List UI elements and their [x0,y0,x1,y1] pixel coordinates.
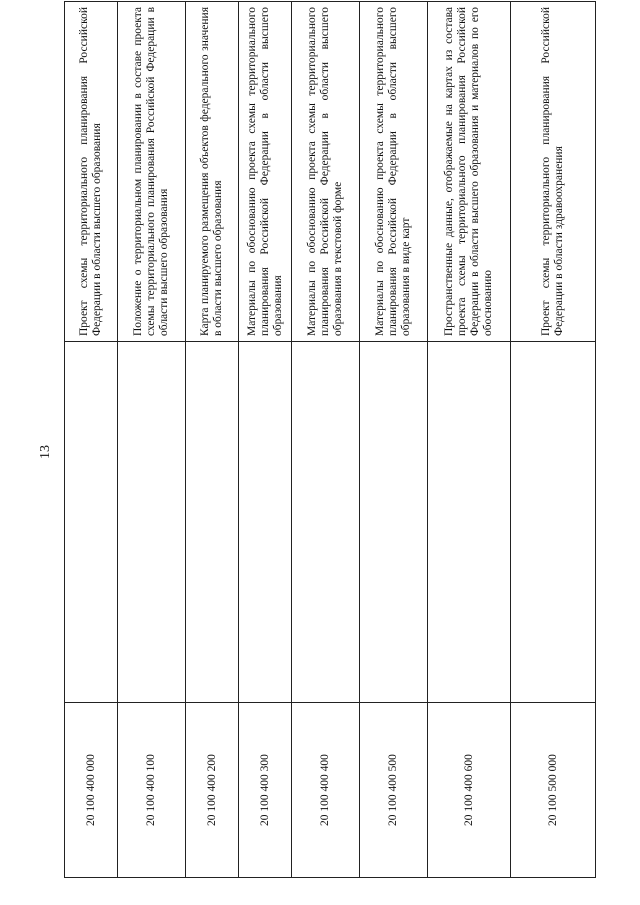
page-number: 13 [38,445,53,459]
empty-cell [186,342,239,703]
row-code: 20 100 500 000 [511,703,596,878]
row-code: 20 100 400 000 [65,703,118,878]
row-code: 20 100 400 400 [292,703,360,878]
row-description: Материалы по обоснованию проекта схемы территориального планирования Российской Федерации в области высшего образования [239,2,292,342]
classifier-table [64,1,596,878]
table-row [118,2,186,878]
empty-cell [239,342,292,703]
table-row [428,2,511,878]
rotated-table-wrapper [64,7,595,878]
table-row [511,2,596,878]
empty-cell [511,342,596,703]
row-code: 20 100 400 100 [118,703,186,878]
row-description: Положение о территориальном планировании в составе проекта схемы территориального планирования Российской Федерации в области высшего образования [118,2,186,342]
row-code: 20 100 400 300 [239,703,292,878]
table-row [360,2,428,878]
empty-cell [65,342,118,703]
row-description: Материалы по обоснованию проекта схемы территориального планирования Российской Федерации в области высшего образования в виде карт [360,2,428,342]
row-code: 20 100 400 200 [186,703,239,878]
empty-cell [360,342,428,703]
empty-cell [428,342,511,703]
table-row [65,2,118,878]
table-row [239,2,292,878]
row-description: Пространственные данные, отображаемые на картах из состава проекта схемы территориального планирования Российской Федерации в области высшего образования и материалов по его обоснованию [428,2,511,342]
row-description: Карта планируемого размещения объектов федерального значения в области высшего образования [186,2,239,342]
empty-cell [292,342,360,703]
row-code: 20 100 400 600 [428,703,511,878]
row-description: Проект схемы территориального планирования Российской Федерации в области высшего образования [65,2,118,342]
row-code: 20 100 400 500 [360,703,428,878]
empty-cell [118,342,186,703]
table-row [186,2,239,878]
row-description: Проект схемы территориального планирования Российской Федерации в области здравоохранения [511,2,596,342]
row-description: Материалы по обоснованию проекта схемы территориального планирования Российской Федерации в области высшего образования в текстовой форме [292,2,360,342]
table-row [292,2,360,878]
